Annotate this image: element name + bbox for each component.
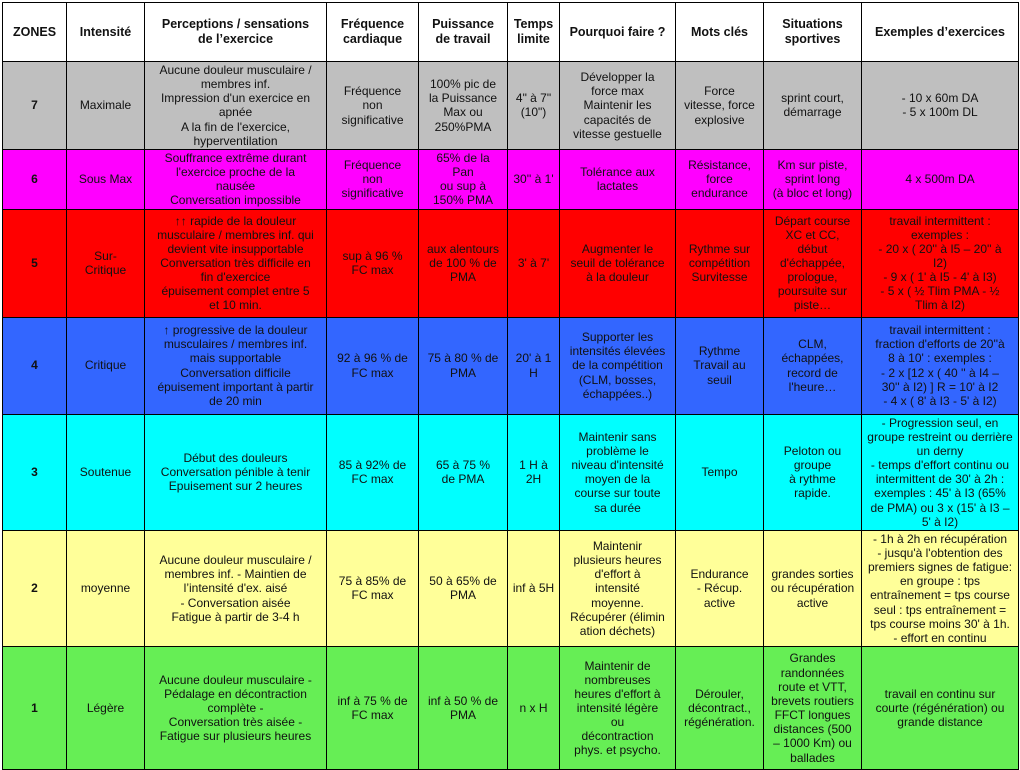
zone-intensity: Maximale	[67, 62, 145, 150]
zone-situations: grandes sorties ou récupération active	[764, 530, 862, 646]
header-zones: ZONES	[3, 3, 67, 62]
zone-examples: travail intermittent : exemples : - 20 x ( 20'' à I5 – 20'' à I2) - 9 x ( 1' à I5 - 4' à I3) - 5 x ( ½ Tlim PMA - ½ Tlim à I2)	[862, 209, 1019, 317]
zone-intensity: Sur- Critique	[67, 209, 145, 317]
zone-intensity: Soutenue	[67, 414, 145, 530]
zone-examples: - 1h à 2h en récupération - jusqu'à l'obtention des premiers signes de fatigue: en groupe : tps entraînement = tps course seul : tps entraînement = tps course moins 30' à 1h. - effort en continu	[862, 530, 1019, 646]
zone-intensity: Critique	[67, 317, 145, 414]
header-examples: Exemples d’exercices	[862, 3, 1019, 62]
zone-time-limit: 1 H à 2H	[508, 414, 560, 530]
header-time-limit: Temps limite	[508, 3, 560, 62]
header-power: Puissance de travail	[419, 3, 508, 62]
zone-perceptions: ↑↑ rapide de la douleur musculaire / membres inf. qui devient vite insupportable Conversation très difficile en fin d'exercice épuisement complet entre 5 et 10 min.	[145, 209, 327, 317]
zone-row-3	[3, 414, 1019, 530]
zone-keywords: Rythme Travail au seuil	[676, 317, 764, 414]
header-keywords: Mots clés	[676, 3, 764, 62]
zone-examples: 4 x 500m DA	[862, 149, 1019, 209]
zone-row-5	[3, 209, 1019, 317]
zone-power: 65% de la Pan ou sup à 150% PMA	[419, 149, 508, 209]
zone-examples: - 10 x 60m DA - 5 x 100m DL	[862, 62, 1019, 150]
zone-perceptions: Début des douleurs Conversation pénible à tenir Epuisement sur 2 heures	[145, 414, 327, 530]
zone-keywords: Endurance - Récup. active	[676, 530, 764, 646]
zone-heart-rate: 85 à 92% de FC max	[327, 414, 419, 530]
zone-power: aux alentours de 100 % de PMA	[419, 209, 508, 317]
zone-keywords: Résistance, force endurance	[676, 149, 764, 209]
zone-examples: travail en continu sur courte (régénération) ou grande distance	[862, 647, 1019, 770]
zone-heart-rate: 75 à 85% de FC max	[327, 530, 419, 646]
zone-examples: - Progression seul, en groupe restreint ou derrière un derny - temps d'effort continu ou intermittent de 30' à 2h : exemples : 45' à I3 (65% de PMA) ou 3 x (15' à I3 – 5' à I2)	[862, 414, 1019, 530]
zone-perceptions: Souffrance extrême durant l'exercice proche de la nausée Conversation impossible	[145, 149, 327, 209]
zone-time-limit: inf à 5H	[508, 530, 560, 646]
zone-intensity: moyenne	[67, 530, 145, 646]
zone-examples: travail intermittent : fraction d'efforts de 20''à 8 à 10' : exemples : - 2 x [12 x ( 40 '' à I4 – 30'' à I2) ] R = 10' à I2 - 4 x ( 8' à I3 - 5' à I2)	[862, 317, 1019, 414]
zone-power: inf à 50 % de PMA	[419, 647, 508, 770]
zone-number: 1	[3, 647, 67, 770]
zone-purpose: Augmenter le seuil de tolérance à la douleur	[560, 209, 676, 317]
zone-row-2	[3, 530, 1019, 646]
zone-purpose: Supporter les intensités élevées de la compétition (CLM, bosses, échappées..)	[560, 317, 676, 414]
zone-heart-rate: 92 à 96 % de FC max	[327, 317, 419, 414]
zone-time-limit: 3' à 7'	[508, 209, 560, 317]
zone-keywords: Force vitesse, force explosive	[676, 62, 764, 150]
zone-heart-rate: Fréquence non significative	[327, 149, 419, 209]
zone-row-7	[3, 62, 1019, 150]
zone-situations: Départ course XC et CC, début d'échappée, prologue, poursuite sur piste…	[764, 209, 862, 317]
zone-keywords: Rythme sur compétition Survitesse	[676, 209, 764, 317]
zone-heart-rate: inf à 75 % de FC max	[327, 647, 419, 770]
zone-heart-rate: Fréquence non significative	[327, 62, 419, 150]
zone-perceptions: ↑ progressive de la douleur musculaires / membres inf. mais supportable Conversation difficile épuisement important à partir de 20 min	[145, 317, 327, 414]
zone-intensity: Sous Max	[67, 149, 145, 209]
zone-intensity: Légère	[67, 647, 145, 770]
zone-power: 75 à 80 % de PMA	[419, 317, 508, 414]
zone-time-limit: 4" à 7" (10")	[508, 62, 560, 150]
zone-row-6	[3, 149, 1019, 209]
header-situations: Situations sportives	[764, 3, 862, 62]
zone-power: 65 à 75 % de PMA	[419, 414, 508, 530]
zone-number: 2	[3, 530, 67, 646]
header-purpose: Pourquoi faire ?	[560, 3, 676, 62]
zone-row-4	[3, 317, 1019, 414]
zone-time-limit: 20' à 1 H	[508, 317, 560, 414]
zone-situations: CLM, échappées, record de l'heure…	[764, 317, 862, 414]
zone-time-limit: 30'' à 1'	[508, 149, 560, 209]
zone-heart-rate: sup à 96 % FC max	[327, 209, 419, 317]
zone-power: 50 à 65% de PMA	[419, 530, 508, 646]
zone-situations: Grandes randonnées route et VTT, brevets routiers FFCT longues distances (500 – 1000 Km) ou ballades	[764, 647, 862, 770]
zone-number: 4	[3, 317, 67, 414]
zone-number: 3	[3, 414, 67, 530]
zone-power: 100% pic de la Puissance Max ou 250%PMA	[419, 62, 508, 150]
header-row	[3, 3, 1019, 62]
zone-situations: Km sur piste, sprint long (à bloc et long)	[764, 149, 862, 209]
zone-keywords: Tempo	[676, 414, 764, 530]
zone-number: 7	[3, 62, 67, 150]
header-intensity: Intensité	[67, 3, 145, 62]
zone-number: 6	[3, 149, 67, 209]
zone-purpose: Maintenir plusieurs heures d'effort à intensité moyenne. Récupérer (élimin ation déchets)	[560, 530, 676, 646]
zone-row-1	[3, 647, 1019, 770]
zone-perceptions: Aucune douleur musculaire / membres inf. - Maintien de l’intensité d'ex. aisé - Conversation aisée Fatigue à partir de 3-4 h	[145, 530, 327, 646]
zone-number: 5	[3, 209, 67, 317]
zone-situations: Peloton ou groupe à rythme rapide.	[764, 414, 862, 530]
zone-purpose: Maintenir de nombreuses heures d'effort à intensité légère ou décontraction phys. et psycho.	[560, 647, 676, 770]
zone-perceptions: Aucune douleur musculaire / membres inf. Impression d'un exercice en apnée A la fin de l'exercice, hyperventilation	[145, 62, 327, 150]
zone-keywords: Dérouler, décontract., régénération.	[676, 647, 764, 770]
training-zones-table	[2, 2, 1019, 770]
zone-perceptions: Aucune douleur musculaire - Pédalage en décontraction complète - Conversation très aisée - Fatigue sur plusieurs heures	[145, 647, 327, 770]
zone-purpose: Tolérance aux lactates	[560, 149, 676, 209]
header-perceptions: Perceptions / sensations de l’exercice	[145, 3, 327, 62]
zone-purpose: Maintenir sans problème le niveau d'intensité moyen de la course sur toute sa durée	[560, 414, 676, 530]
zone-situations: sprint court, démarrage	[764, 62, 862, 150]
header-heart-rate: Fréquence cardiaque	[327, 3, 419, 62]
zone-purpose: Développer la force max Maintenir les capacités de vitesse gestuelle	[560, 62, 676, 150]
zone-time-limit: n x H	[508, 647, 560, 770]
